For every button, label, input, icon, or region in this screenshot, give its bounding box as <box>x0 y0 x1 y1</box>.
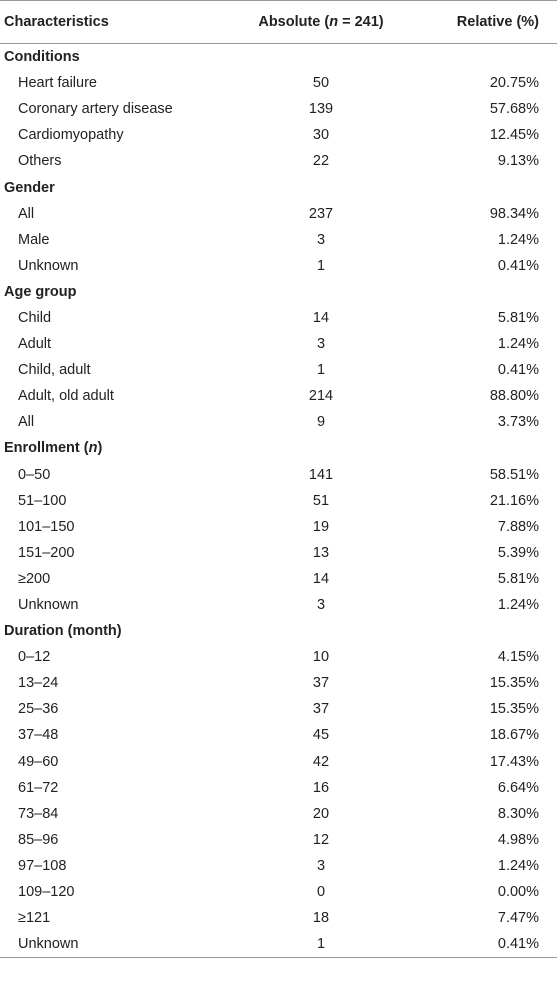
row-absolute: 3 <box>316 857 326 874</box>
row-label: 97–108 <box>18 857 67 874</box>
row-absolute: 37 <box>312 675 330 692</box>
row-absolute: 42 <box>312 753 330 770</box>
row-label: Cardiomyopathy <box>18 127 124 144</box>
row-absolute: 30 <box>312 127 330 144</box>
row-label: All <box>18 205 35 222</box>
section-title-text: Enrollment ( <box>4 440 89 457</box>
row-label: Child, adult <box>18 362 91 379</box>
row-relative: 8.30% <box>497 805 539 822</box>
table-row <box>0 122 557 148</box>
row-relative: 17.43% <box>489 753 539 770</box>
header-absolute-prefix: Absolute ( <box>258 14 330 30</box>
table-row <box>0 96 557 122</box>
table-row <box>0 670 557 696</box>
row-absolute: 1 <box>316 257 326 274</box>
section-title-italic: n <box>88 440 98 457</box>
row-absolute: 12 <box>312 831 330 848</box>
row-label: Child <box>18 309 52 326</box>
table-row <box>0 931 557 957</box>
table-row <box>0 227 557 253</box>
row-relative: 21.16% <box>489 492 539 509</box>
row-relative: 0.00% <box>497 884 539 901</box>
row-label: 0–50 <box>18 466 51 483</box>
row-relative: 4.98% <box>497 831 539 848</box>
header-absolute-n: n <box>329 14 339 30</box>
row-label: 0–12 <box>18 649 51 666</box>
table-row <box>0 827 557 853</box>
row-absolute: 19 <box>312 518 330 535</box>
table-row <box>0 331 557 357</box>
row-label: 49–60 <box>18 753 59 770</box>
row-relative: 7.88% <box>497 518 539 535</box>
row-absolute: 10 <box>312 649 330 666</box>
row-relative: 98.34% <box>489 205 539 222</box>
table-row <box>0 592 557 618</box>
row-relative: 3.73% <box>497 414 539 431</box>
table-row <box>0 70 557 96</box>
row-absolute: 9 <box>316 414 326 431</box>
row-label: 109–120 <box>18 884 75 901</box>
table-row <box>0 644 557 670</box>
row-label: 85–96 <box>18 831 59 848</box>
row-label: Others <box>18 153 62 170</box>
row-label: 101–150 <box>18 518 75 535</box>
row-absolute: 16 <box>312 779 330 796</box>
row-relative: 1.24% <box>497 597 539 614</box>
table-row <box>0 722 557 748</box>
table-row <box>0 462 557 488</box>
header-characteristics: Characteristics <box>4 14 109 30</box>
section-row <box>0 44 557 70</box>
row-relative: 15.35% <box>489 675 539 692</box>
row-relative: 57.68% <box>489 101 539 118</box>
row-absolute: 1 <box>316 362 326 379</box>
table-row <box>0 853 557 879</box>
row-absolute: 1 <box>316 936 326 953</box>
table-row <box>0 357 557 383</box>
table-row <box>0 801 557 827</box>
row-label: Male <box>18 231 50 248</box>
table-row <box>0 566 557 592</box>
section-title-suffix: ) <box>97 440 103 457</box>
row-relative: 5.39% <box>497 544 539 561</box>
row-label: ≥121 <box>18 910 51 927</box>
table-row <box>0 383 557 409</box>
row-relative: 0.41% <box>497 362 539 379</box>
row-label: 73–84 <box>18 805 59 822</box>
section-title <box>0 284 240 300</box>
row-absolute: 45 <box>312 727 330 744</box>
row-absolute: 3 <box>316 597 326 614</box>
table-row <box>0 148 557 174</box>
section-title-text: Gender <box>4 179 55 196</box>
header-absolute-suffix: = 241) <box>338 14 384 30</box>
row-relative: 1.24% <box>497 336 539 353</box>
section-title <box>0 623 240 639</box>
row-relative: 1.24% <box>497 231 539 248</box>
row-relative: 5.81% <box>497 570 539 587</box>
table-row <box>0 514 557 540</box>
row-relative: 7.47% <box>497 910 539 927</box>
row-absolute: 0 <box>316 884 326 901</box>
table-row <box>0 775 557 801</box>
row-relative: 1.24% <box>497 857 539 874</box>
row-label: ≥200 <box>18 570 51 587</box>
table-row <box>0 488 557 514</box>
row-label: 37–48 <box>18 727 59 744</box>
row-relative: 12.45% <box>489 127 539 144</box>
section-title <box>0 49 240 65</box>
section-row <box>0 435 557 461</box>
table-row <box>0 201 557 227</box>
header-relative: Relative (%) <box>456 14 539 30</box>
row-label: Adult <box>18 336 52 353</box>
row-absolute: 50 <box>312 75 330 92</box>
row-label: Unknown <box>18 257 79 274</box>
row-relative: 18.67% <box>489 727 539 744</box>
row-absolute: 141 <box>308 466 334 483</box>
row-relative: 0.41% <box>497 936 539 953</box>
row-label: Unknown <box>18 936 79 953</box>
section-row <box>0 279 557 305</box>
table-row <box>0 253 557 279</box>
section-title-text: Conditions <box>4 49 80 66</box>
section-title <box>0 180 240 196</box>
row-label: Adult, old adult <box>18 388 114 405</box>
row-absolute: 14 <box>312 309 330 326</box>
section-row <box>0 174 557 200</box>
row-relative: 4.15% <box>497 649 539 666</box>
row-relative: 6.64% <box>497 779 539 796</box>
row-absolute: 13 <box>312 544 330 561</box>
table-row <box>0 696 557 722</box>
row-absolute: 237 <box>308 205 334 222</box>
table-row <box>0 749 557 775</box>
table-row <box>0 409 557 435</box>
row-absolute: 22 <box>312 153 330 170</box>
row-absolute: 139 <box>308 101 334 118</box>
header-absolute <box>240 14 402 30</box>
row-label: 25–36 <box>18 701 59 718</box>
row-label: Heart failure <box>18 75 97 92</box>
row-absolute: 20 <box>312 805 330 822</box>
row-relative: 9.13% <box>497 153 539 170</box>
row-absolute: 14 <box>312 570 330 587</box>
table-row <box>0 879 557 905</box>
row-label: Unknown <box>18 597 79 614</box>
row-label: 61–72 <box>18 779 59 796</box>
table-row <box>0 905 557 931</box>
row-label: 51–100 <box>18 492 67 509</box>
row-absolute: 18 <box>312 910 330 927</box>
section-row <box>0 618 557 644</box>
row-absolute: 214 <box>308 388 334 405</box>
bottom-rule <box>0 957 557 958</box>
row-relative: 15.35% <box>489 701 539 718</box>
table-body <box>0 44 557 957</box>
row-relative: 58.51% <box>489 466 539 483</box>
row-label: Coronary artery disease <box>18 101 173 118</box>
row-absolute: 3 <box>316 336 326 353</box>
row-relative: 0.41% <box>497 257 539 274</box>
table-row <box>0 305 557 331</box>
row-label: All <box>18 414 35 431</box>
section-title-text: Duration (month) <box>4 623 122 640</box>
table-row <box>0 540 557 566</box>
row-absolute: 51 <box>312 492 330 509</box>
row-relative: 88.80% <box>489 388 539 405</box>
row-absolute: 37 <box>312 701 330 718</box>
section-title-text: Age group <box>4 283 77 300</box>
row-label: 13–24 <box>18 675 59 692</box>
row-relative: 20.75% <box>489 75 539 92</box>
row-relative: 5.81% <box>497 309 539 326</box>
section-title <box>0 440 240 456</box>
table-header-row <box>0 1 557 43</box>
row-label: 151–200 <box>18 544 75 561</box>
row-absolute: 3 <box>316 231 326 248</box>
